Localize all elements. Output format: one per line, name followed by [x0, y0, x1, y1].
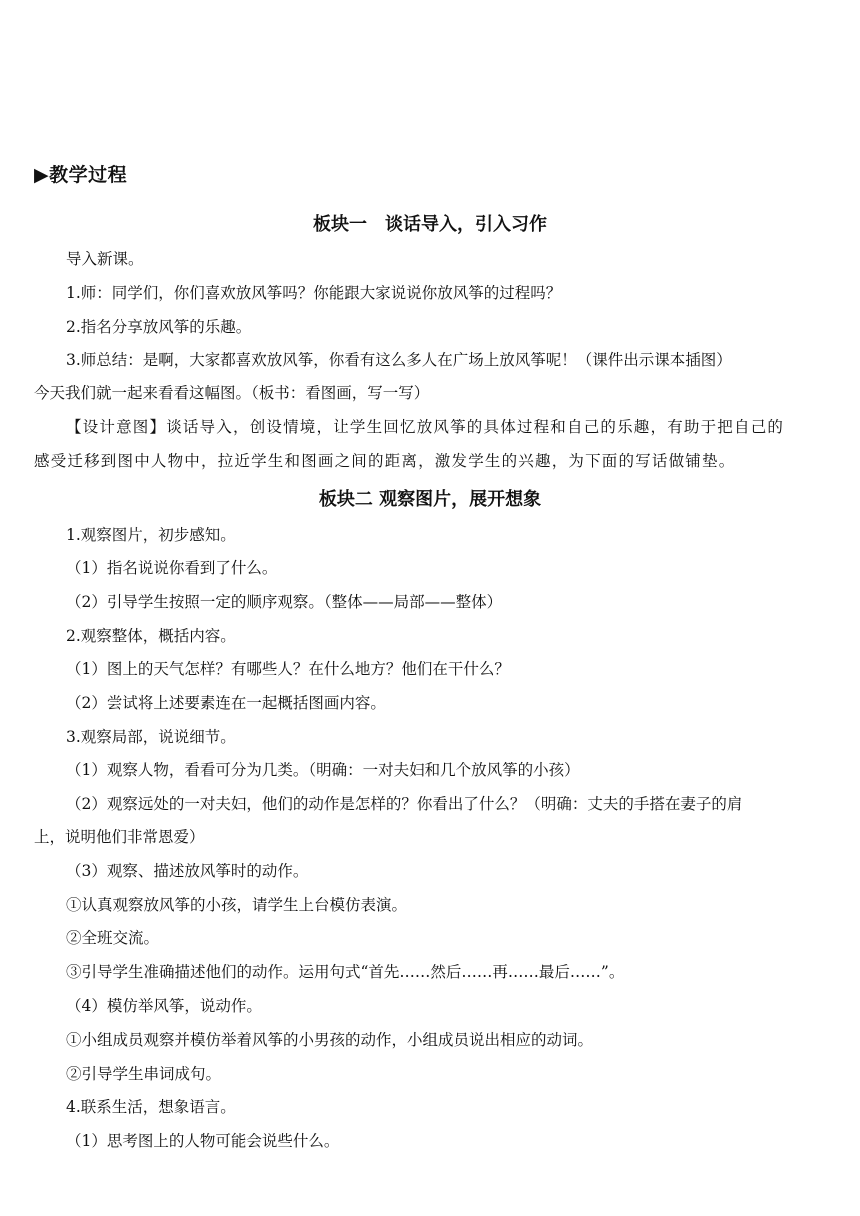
paragraph-line: （1）图上的天气怎样？有哪些人？在什么地方？他们在干什么？: [66, 660, 510, 678]
paragraph-line: 2.指名分享放风筝的乐趣。: [66, 318, 252, 336]
design-intent-line: 【设计意图】谈话导入，创设情境，让学生回忆放风筝的具体过程和自己的乐趣，有助于把自己的: [66, 418, 785, 436]
paragraph-line: （3）观察、描述放风筝时的动作。: [66, 862, 309, 880]
paragraph-line: 上，说明他们非常恩爱）: [34, 828, 205, 846]
paragraph-line: （2）尝试将上述要素连在一起概括图画内容。: [66, 694, 386, 712]
paragraph-line: （4）模仿举风筝，说动作。: [66, 997, 262, 1015]
paragraph-line: （2）观察远处的一对夫妇，他们的动作是怎样的？你看出了什么？（明确：丈夫的手搭在妻子的肩: [66, 795, 743, 813]
paragraph-line: 2.观察整体，概括内容。: [66, 627, 236, 645]
paragraph-line: ①小组成员观察并模仿举着风筝的小男孩的动作，小组成员说出相应的动词。: [66, 1031, 594, 1049]
paragraph-line: 1.师：同学们，你们喜欢放风筝吗？你能跟大家说说你放风筝的过程吗？: [66, 284, 562, 302]
paragraph-line: 3.师总结：是啊，大家都喜欢放风筝，你看有这么多人在广场上放风筝呢！（课件出示课本插图）: [66, 351, 732, 369]
paragraph-line: ③引导学生准确描述他们的动作。运用句式“首先……然后……再……最后……”。: [66, 963, 625, 981]
paragraph-line: 4.联系生活，想象语言。: [66, 1098, 236, 1116]
paragraph-line: （1）指名说说你看到了什么。: [66, 559, 278, 577]
paragraph-line: 3.观察局部，说说细节。: [66, 728, 236, 746]
section-heading-teaching-process: ▶教学过程: [34, 164, 128, 186]
paragraph-line: ①认真观察放风筝的小孩，请学生上台模仿表演。: [66, 896, 408, 914]
paragraph-line: （1）观察人物，看看可分为几类。（明确：一对夫妇和几个放风筝的小孩）: [66, 761, 580, 779]
paragraph-line: （2）引导学生按照一定的顺序观察。（整体——局部——整体）: [66, 593, 503, 611]
block1-title: 板块一 谈话导入，引入习作: [313, 214, 547, 235]
paragraph-line: ②全班交流。: [66, 929, 160, 947]
paragraph-line: 1.观察图片，初步感知。: [66, 526, 236, 544]
paragraph-line: 导入新课。: [66, 250, 144, 268]
paragraph-line: （1）思考图上的人物可能会说些什么。: [66, 1132, 340, 1150]
design-intent-line: 感受迁移到图中人物中，拉近学生和图画之间的距离，激发学生的兴趣，为下面的写话做铺垫。: [34, 452, 736, 470]
paragraph-line: 今天我们就一起来看看这幅图。（板书：看图画，写一写）: [34, 384, 430, 402]
paragraph-line: ②引导学生串词成句。: [66, 1065, 222, 1083]
block2-title: 板块二 观察图片，展开想象: [318, 489, 542, 510]
